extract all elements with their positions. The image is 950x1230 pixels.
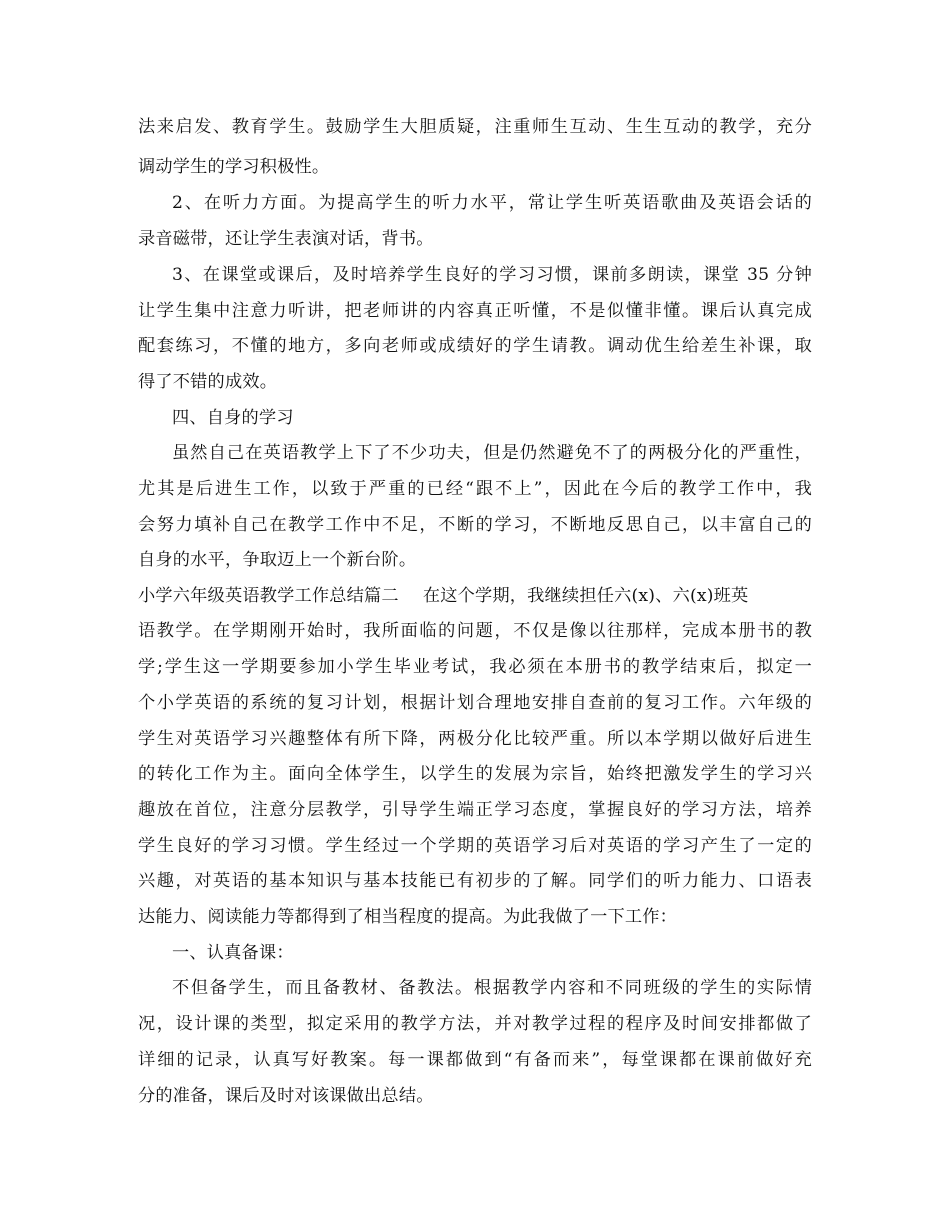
list-item-line: 3、在课堂或课后，及时培养学生良好的学习习惯，课前多朗读，课堂 35 分钟 [172, 265, 812, 285]
paragraph-line: 让学生集中注意力听讲，把老师讲的内容真正听懂，不是似懂非懂。课后认真完成 [138, 301, 812, 321]
paragraph-line: 得了不错的成效。 [138, 372, 278, 392]
paragraph-line: 学;学生这一学期要参加小学生毕业考试，我必须在本册书的教学结束后，拟定一 [138, 657, 812, 677]
paragraph-line: 配套练习，不懂的地方，多向老师或成绩好的学生请教。调动优生给差生补课，取 [138, 336, 812, 356]
paragraph-line: 学生对英语学习兴趣整体有所下降，两极分化比较严重。所以本学期以做好后进生 [138, 729, 812, 749]
section-two-title: 小学六年级英语教学工作总结篇二 [138, 586, 399, 606]
paragraph-line: 虽然自己在英语教学上下了不少功夫，但是仍然避免不了的两极分化的严重性， [172, 443, 812, 463]
paragraph-line: 不但备学生，而且备教材、备教法。根据教学内容和不同班级的学生的实际情 [172, 978, 812, 998]
paragraph-line: 达能力、阅读能力等都得到了相当程度的提高。为此我做了一下工作： [138, 907, 678, 927]
paragraph-line: 兴趣，对英语的基本知识与基本技能已有初步的了解。同学们的听力能力、口语表 [138, 871, 812, 891]
section-heading: 一、认真备课： [172, 943, 294, 963]
paragraph-line: 录音磁带，还让学生表演对话，背书。 [138, 229, 434, 249]
section-heading: 四、自身的学习 [172, 408, 294, 428]
paragraph-line: 况，设计课的类型，拟定采用的教学方法，并对教学过程的程序及时间安排都做了 [138, 1014, 812, 1034]
paragraph-line: 尤其是后进生工作，以致于严重的已经“跟不上”，因此在今后的教学工作中，我 [138, 479, 812, 499]
paragraph-line: 个小学英语的系统的复习计划，根据计划合理地安排自查前的复习工作。六年级的 [138, 693, 812, 713]
paragraph-line: 自身的水平，争取迈上一个新台阶。 [138, 550, 417, 570]
paragraph-line: 详细的记录，认真写好教案。每一课都做到“有备而来”，每堂课都在课前做好充 [138, 1050, 812, 1070]
paragraph-line: 学生良好的学习习惯。学生经过一个学期的英语学习后对英语的学习产生了一定的 [138, 836, 812, 856]
paragraph-line: 调动学生的学习积极性。 [138, 157, 330, 177]
paragraph-line: 分的准备，课后及时对该课做出总结。 [138, 1086, 434, 1106]
paragraph-line: 的转化工作为主。面向全体学生，以学生的发展为宗旨，始终把激发学生的学习兴 [138, 764, 812, 784]
section-two-intro: 在这个学期，我继续担任六(x)、六(x)班英 [422, 586, 749, 606]
paragraph-line: 法来启发、教育学生。鼓励学生大胆质疑，注重师生互动、生生互动的教学，充分 [138, 117, 812, 137]
section-two-line [138, 583, 748, 609]
list-item-line: 2、在听力方面。为提高学生的听力水平，常让学生听英语歌曲及英语会话的 [172, 193, 812, 213]
paragraph-line: 趣放在首位，注意分层教学，引导学生端正学习态度，掌握良好的学习方法，培养 [138, 800, 812, 820]
paragraph-line: 语教学。在学期刚开始时，我所面临的问题，不仅是像以往那样，完成本册书的教 [138, 621, 812, 641]
paragraph-line: 会努力填补自己在教学工作中不足，不断的学习，不断地反思自己，以丰富自己的 [138, 515, 812, 535]
